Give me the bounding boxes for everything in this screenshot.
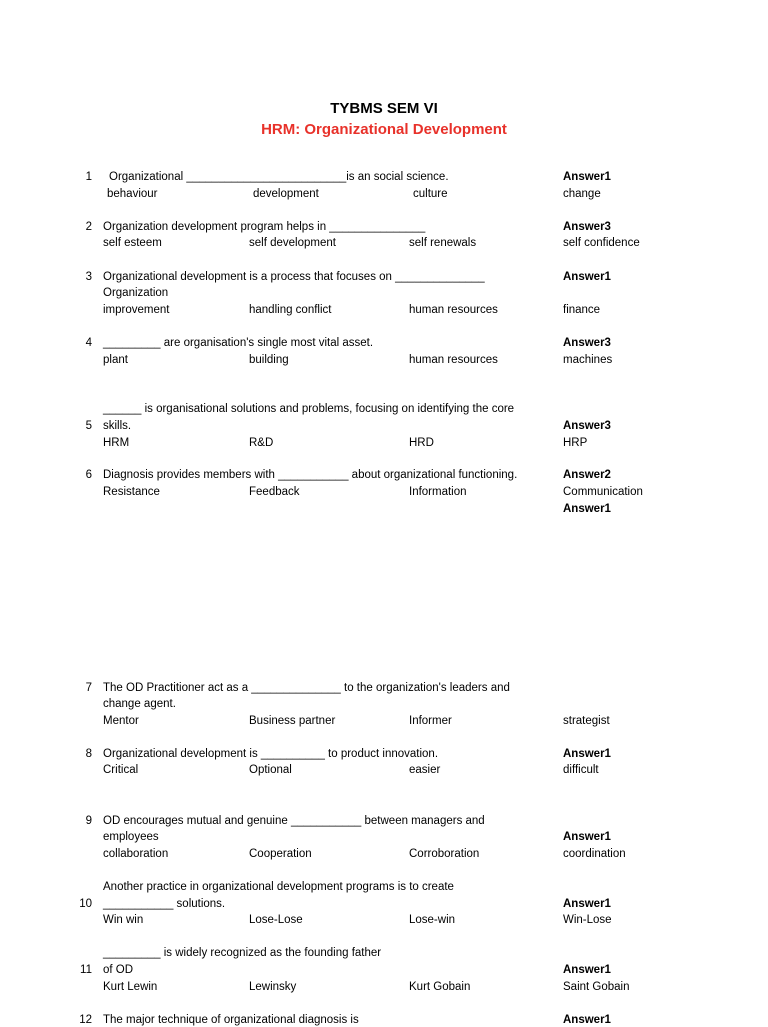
question-number: 8 bbox=[85, 748, 92, 760]
question-text: The major technique of organizational diagnosis is bbox=[103, 1014, 359, 1026]
answer-label: Answer1 bbox=[563, 831, 611, 843]
answer-label: Answer2 bbox=[563, 469, 611, 481]
option-1: Win win bbox=[103, 914, 144, 926]
option-4: finance bbox=[563, 304, 601, 316]
answer-label: Answer1 bbox=[563, 964, 611, 976]
document-title: TYBMS SEM VI bbox=[330, 100, 438, 117]
option-4: Win-Lose bbox=[563, 914, 612, 926]
question-text: _________ are organisation's single most vital asset. bbox=[103, 337, 374, 349]
option-1: Resistance bbox=[103, 486, 160, 498]
option-2: building bbox=[249, 354, 289, 366]
question-text: OD encourages mutual and genuine ___________ between managers and bbox=[103, 815, 485, 827]
option-3: self renewals bbox=[409, 237, 477, 249]
option-1: collaboration bbox=[103, 848, 169, 860]
answer-label: Answer3 bbox=[563, 337, 611, 349]
option-3: easier bbox=[409, 764, 441, 776]
option-3: Information bbox=[409, 486, 467, 498]
question-number: 4 bbox=[85, 337, 92, 349]
option-4: strategist bbox=[563, 715, 610, 727]
option-4: HRP bbox=[563, 437, 588, 449]
option-3: human resources bbox=[409, 304, 498, 316]
question-text: Organizational development is a process that focuses on ______________ bbox=[103, 271, 485, 283]
question-number: 10 bbox=[79, 898, 92, 910]
option-3: Kurt Gobain bbox=[409, 981, 471, 993]
option-2: Lewinsky bbox=[249, 981, 297, 993]
answer-label: Answer3 bbox=[563, 420, 611, 432]
answer-label-extra: Answer1 bbox=[563, 503, 611, 515]
question-number: 2 bbox=[85, 221, 92, 233]
answer-label: Answer1 bbox=[563, 271, 611, 283]
answer-label: Answer3 bbox=[563, 221, 611, 233]
option-1: Kurt Lewin bbox=[103, 981, 158, 993]
document-subtitle: HRM: Organizational Development bbox=[261, 121, 507, 138]
question-number: 12 bbox=[79, 1014, 92, 1026]
option-4: self confidence bbox=[563, 237, 640, 249]
question-number: 6 bbox=[85, 469, 92, 481]
question-text-continued: ___________ solutions. bbox=[103, 898, 226, 910]
question-text: Organizational development is __________ to product innovation. bbox=[103, 748, 439, 760]
option-1: Critical bbox=[103, 764, 139, 776]
option-2: Cooperation bbox=[249, 848, 312, 860]
option-4: difficult bbox=[563, 764, 599, 776]
option-3: human resources bbox=[409, 354, 498, 366]
question-text-continued: skills. bbox=[103, 420, 132, 432]
option-3: Corroboration bbox=[409, 848, 480, 860]
question-number: 3 bbox=[85, 271, 92, 283]
option-2: handling conflict bbox=[249, 304, 332, 316]
question-text: Diagnosis provides members with ___________ about organizational functioning. bbox=[103, 469, 518, 481]
option-3: culture bbox=[413, 188, 448, 200]
answer-label: Answer1 bbox=[563, 748, 611, 760]
option-2: Lose-Lose bbox=[249, 914, 303, 926]
option-2: Optional bbox=[249, 764, 292, 776]
option-2: development bbox=[253, 188, 319, 200]
question-number: 7 bbox=[85, 682, 92, 694]
option-3: Lose-win bbox=[409, 914, 456, 926]
option-1: behaviour bbox=[107, 188, 158, 200]
question-number: 5 bbox=[85, 420, 92, 432]
question-number: 1 bbox=[85, 171, 92, 183]
option-4: coordination bbox=[563, 848, 626, 860]
option-2: Feedback bbox=[249, 486, 300, 498]
option-4: Saint Gobain bbox=[563, 981, 630, 993]
option-4: Communication bbox=[563, 486, 643, 498]
option-4: change bbox=[563, 188, 601, 200]
option-2: Business partner bbox=[249, 715, 336, 727]
question-text-continued: change agent. bbox=[103, 698, 176, 710]
answer-label: Answer1 bbox=[563, 1014, 611, 1026]
answer-label: Answer1 bbox=[563, 898, 611, 910]
option-3: HRD bbox=[409, 437, 434, 449]
answer-label: Answer1 bbox=[563, 171, 611, 183]
question-text: _________ is widely recognized as the founding father bbox=[103, 947, 382, 959]
option-1: improvement bbox=[103, 304, 170, 316]
option-1: self esteem bbox=[103, 237, 162, 249]
question-text: The OD Practitioner act as a ______________ to the organization's leaders and bbox=[103, 682, 510, 694]
question-number: 9 bbox=[85, 815, 92, 827]
option-1: HRM bbox=[103, 437, 130, 449]
option-4: machines bbox=[563, 354, 613, 366]
question-text-continued: Organization bbox=[103, 287, 169, 299]
question-text: ______ is organisational solutions and problems, focusing on identifying the core bbox=[103, 403, 515, 415]
question-text-continued: of OD bbox=[103, 964, 134, 976]
option-2: self development bbox=[249, 237, 336, 249]
question-text: Organization development program helps in _______________ bbox=[103, 221, 426, 233]
question-number: 11 bbox=[80, 964, 92, 976]
option-3: Informer bbox=[409, 715, 452, 727]
question-text: Another practice in organizational development programs is to create bbox=[103, 881, 454, 893]
question-text: Organizational _________________________is an social science. bbox=[109, 171, 449, 183]
option-1: plant bbox=[103, 354, 128, 366]
question-text-continued: employees bbox=[103, 831, 159, 843]
option-1: Mentor bbox=[103, 715, 139, 727]
option-2: R&D bbox=[249, 437, 274, 449]
